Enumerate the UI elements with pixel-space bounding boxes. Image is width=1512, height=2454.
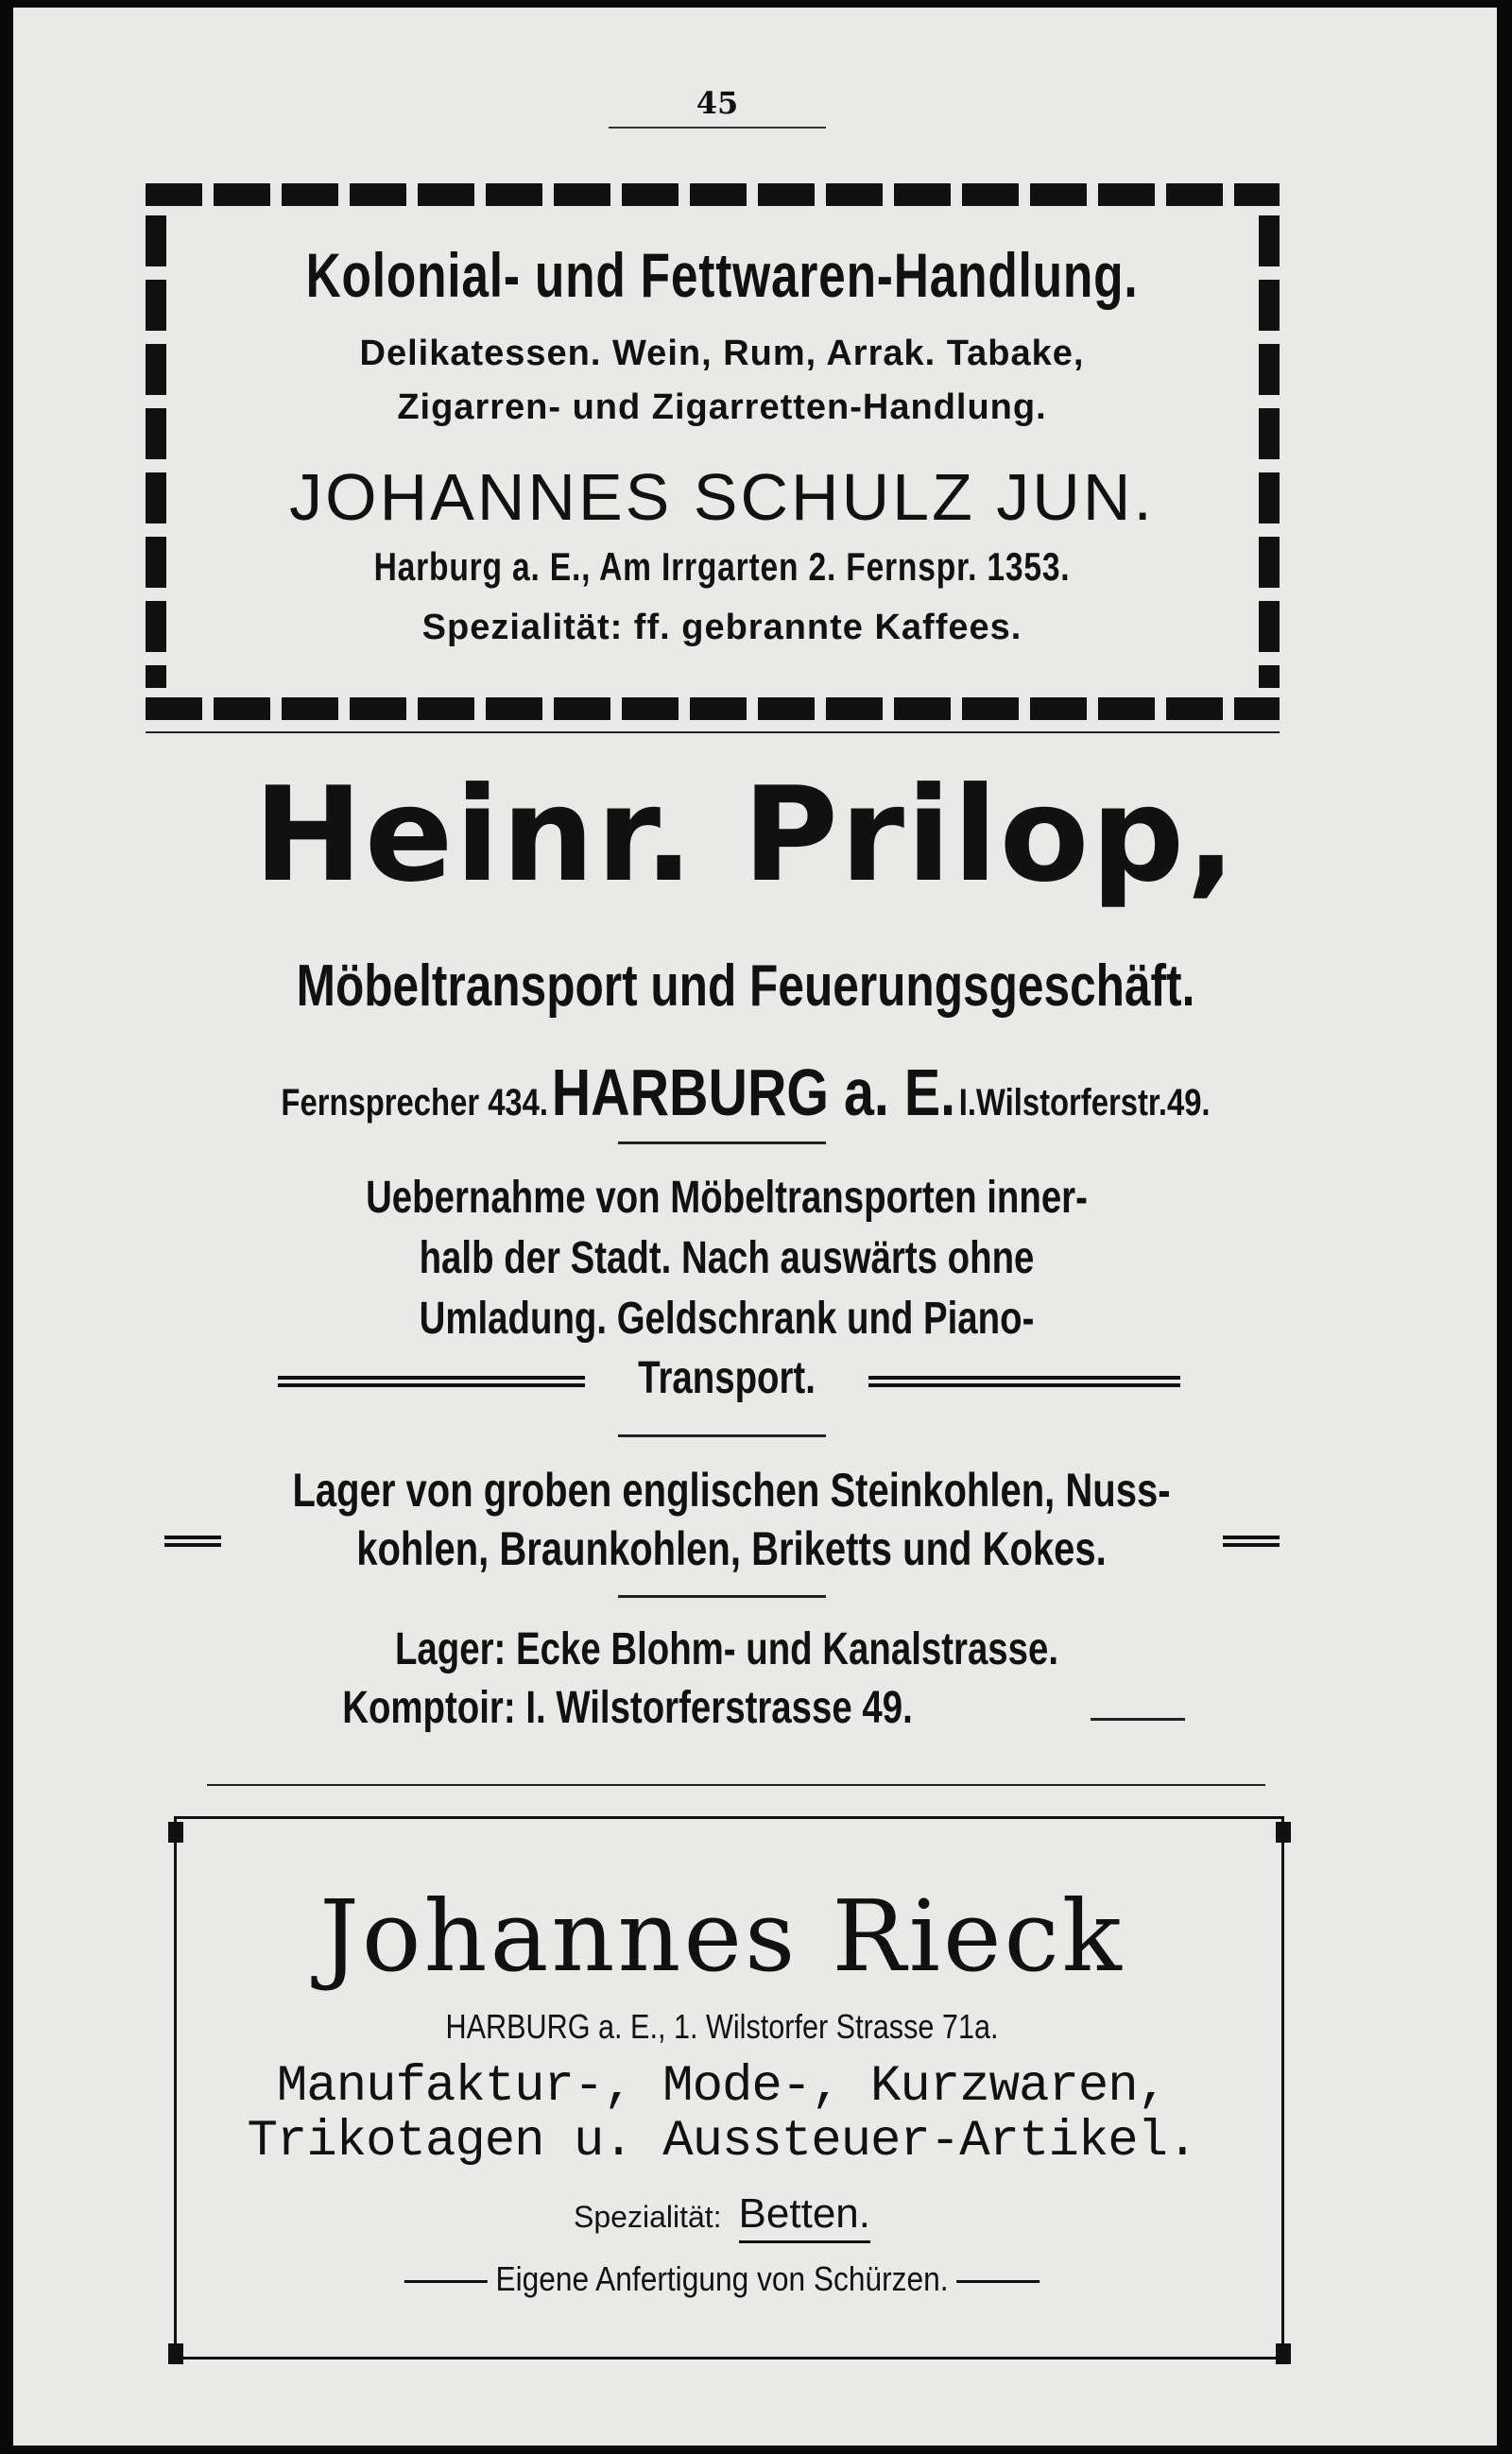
double-rule-left [278,1376,585,1387]
frame-corner [1276,1822,1291,1843]
ad-products-line: Delikatessen. Wein, Rum, Arrak. Tabake, [359,334,1085,373]
service-text: Transport. [638,1353,816,1403]
street-address: I.Wilstorferstr.49. [958,1082,1211,1124]
ad-headline: Kolonial- und Fettwaren-Handlung. [305,240,1139,310]
section-divider [207,1784,1265,1786]
frame-left-dashes [146,215,166,688]
specialty-label: Spezialität: [574,2200,722,2234]
contact-line [184,1055,1308,1130]
service-text: Uebernahme von Möbeltransporten inner- [366,1173,1088,1223]
specialty-line: Spezialität: ff. gebrannte Kaffees. [421,608,1022,647]
coal-text: kohlen, Braunkohlen, Briketts und Kokes. [356,1522,1107,1575]
double-rule-right [1223,1536,1280,1547]
trailing-rule [1091,1718,1185,1721]
location-text: Lager: Ecke Blohm- und Kanalstrasse. [394,1624,1059,1674]
merchant-address: HARBURG a. E., 1. Wilstorfer Strasse 71a. [445,2007,999,2046]
dash-left [404,2280,488,2283]
city: HARBURG a. E. [551,1055,956,1129]
bottom-line [223,2259,1221,2299]
page [13,8,1497,2445]
merchant-name: JOHANNES SCHULZ JUN. [289,460,1155,534]
service-text: Umladung. Geldschrank und Piano- [419,1294,1035,1344]
short-rule [618,1595,826,1598]
merchant-address: Harburg a. E., Am Irrgarten 2. Fernspr. 1353. [373,544,1071,589]
frame-top [174,1816,1284,1819]
frame-top-dashes [146,183,1280,206]
specialty-line [155,2190,1289,2238]
bottom-text: Eigene Anfertigung von Schürzen. [495,2259,949,2298]
phone-number: Fernsprecher 434. [281,1082,549,1124]
goods-line: Trikotagen u. Aussteuer-Artikel. [247,2113,1197,2171]
coal-text: Lager von groben englischen Steinkohlen, Nuss- [292,1464,1171,1517]
page-number-rule [609,127,826,129]
short-rule [618,1434,826,1437]
frame-bottom-dashes [146,697,1280,720]
section-divider [146,731,1280,733]
company-subtitle: Möbeltransport und Feuerungsgeschäft. [296,953,1195,1019]
merchant-name: Johannes Rieck [319,1879,1125,1994]
frame-corner [1276,2343,1291,2364]
service-text: halb der Stadt. Nach auswärts ohne [419,1233,1035,1283]
short-rule [618,1141,826,1144]
specialty-value: Betten. [739,2190,870,2243]
goods-line: Manufaktur-, Mode-, Kurzwaren, [276,2058,1168,2116]
company-title: Heinr. Prilop, [253,759,1238,911]
double-rule-left [164,1536,221,1547]
dash-right [956,2280,1040,2283]
double-rule-right [868,1376,1180,1387]
frame-bottom [174,2357,1284,2360]
page-number: 45 [696,85,739,121]
frame-corner [168,2343,183,2364]
ad-products-line: Zigarren- und Zigarretten-Handlung. [397,387,1047,427]
frame-corner [168,1822,183,1843]
location-text: Komptoir: I. Wilstorferstrasse 49. [342,1683,913,1733]
